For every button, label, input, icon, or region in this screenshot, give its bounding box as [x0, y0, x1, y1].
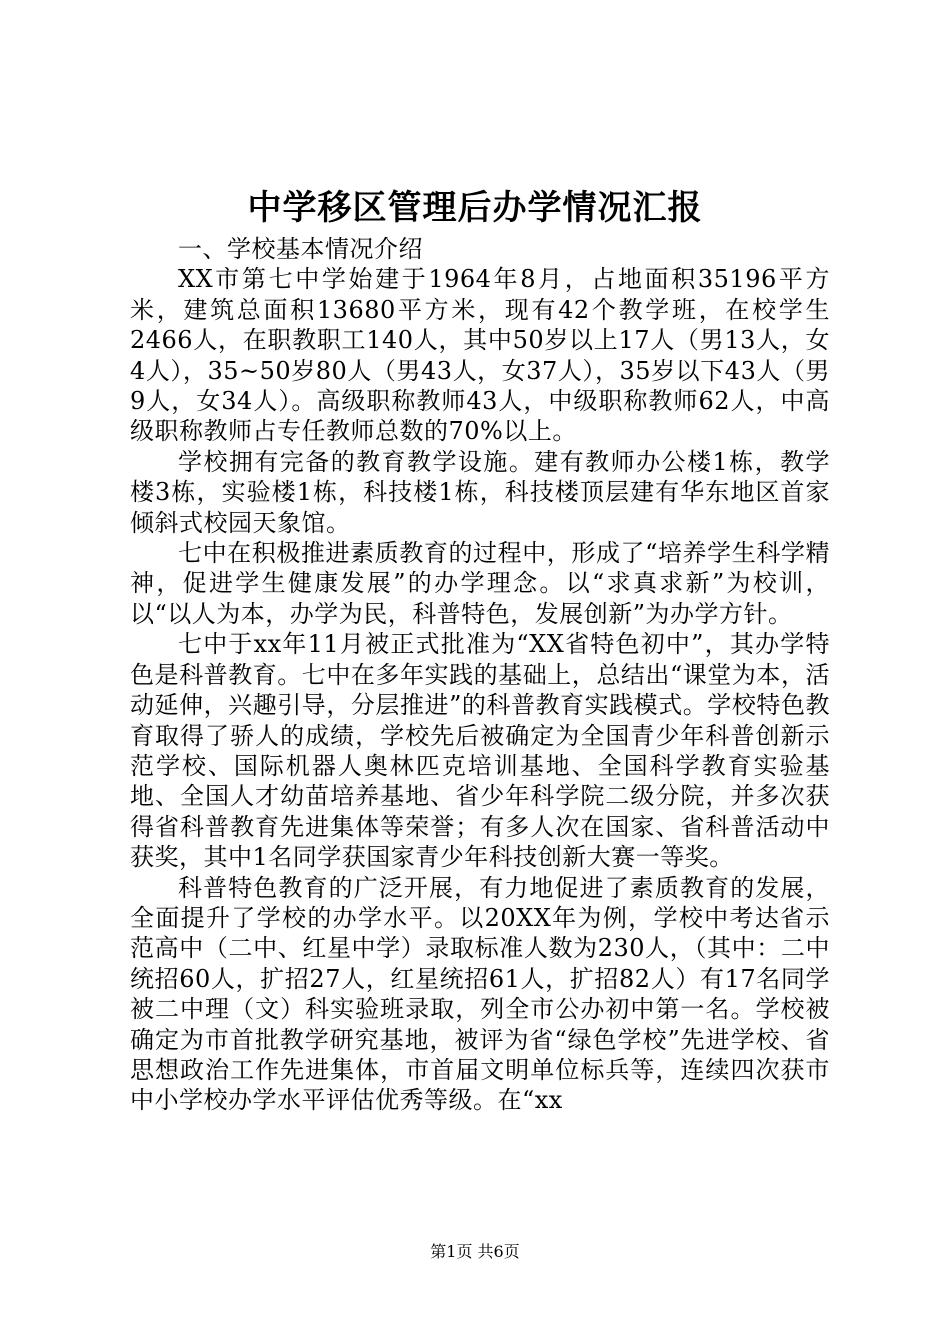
paragraph-achievements: 科普特色教育的广泛开展，有力地促进了素质教育的发展，全面提升了学校的办学水平。以20XX年为例，学校中考达省示范高中（二中、红星中学）录取标准人数为230人，（其中：二中统招60人，扩招27人，红星统招61人，扩招82人）有17名同学被二中理（文）科实验班录取，列全市公办初中第一名。学校被确定为市首批教学研究基地，被评为省“绿色学校”先进学校、省思想政治工作先进集体，市首届文明单位标兵等，连续四次获市中小学校办学水平评估优秀等级。在“xx — [130, 873, 830, 1115]
document-body — [130, 234, 830, 1116]
page-number: 第1页 共6页 — [430, 1242, 520, 1261]
paragraph-philosophy: 七中在积极推进素质教育的过程中，形成了“培养学生科学精神，促进学生健康发展”的办学理念。以“求真求新”为校训，以“以人为本，办学为民，科普特色，发展创新”为办学方针。 — [130, 539, 830, 628]
paragraph-science-feature: 七中于xx年11月被正式批准为“XX省特色初中”，其办学特色是科普教育。七中在多年实践的基础上，总结出“课堂为本，活动延伸，兴趣引导，分层推进”的科普教育实践模式。学校特色教育取得了骄人的成绩，学校先后被确定为全国青少年科普创新示范学校、国际机器人奥林匹克培训基地、全国科学教育实验基地、全国人才幼苗培养基地、省少年科学院二级分院，并多次获得省科普教育先进集体等荣誉；有多人次在国家、省科普活动中获奖，其中1名同学获国家青少年科技创新大赛一等奖。 — [130, 630, 830, 872]
paragraph-school-overview: XX市第七中学始建于1964年8月，占地面积35196平方米，建筑总面积13680平方米，现有42个教学班，在校学生2466人，在职教职工140人，其中50岁以上17人（男13人，女4人），35~50岁80人（男43人，女37人），35岁以下43人（男9人，女34人）。高级职称教师43人，中级职称教师62人，中高级职称教师占专任教师总数的70%以上。 — [130, 265, 830, 446]
document-title: 中学移区管理后办学情况汇报 — [247, 188, 703, 228]
paragraph-facilities: 学校拥有完备的教育教学设施。建有教师办公楼1栋，教学楼3栋，实验楼1栋，科技楼1栋，科技楼顶层建有华东地区首家倾斜式校园天象馆。 — [130, 447, 830, 537]
section-heading: 一、学校基本情况介绍 — [178, 235, 423, 263]
